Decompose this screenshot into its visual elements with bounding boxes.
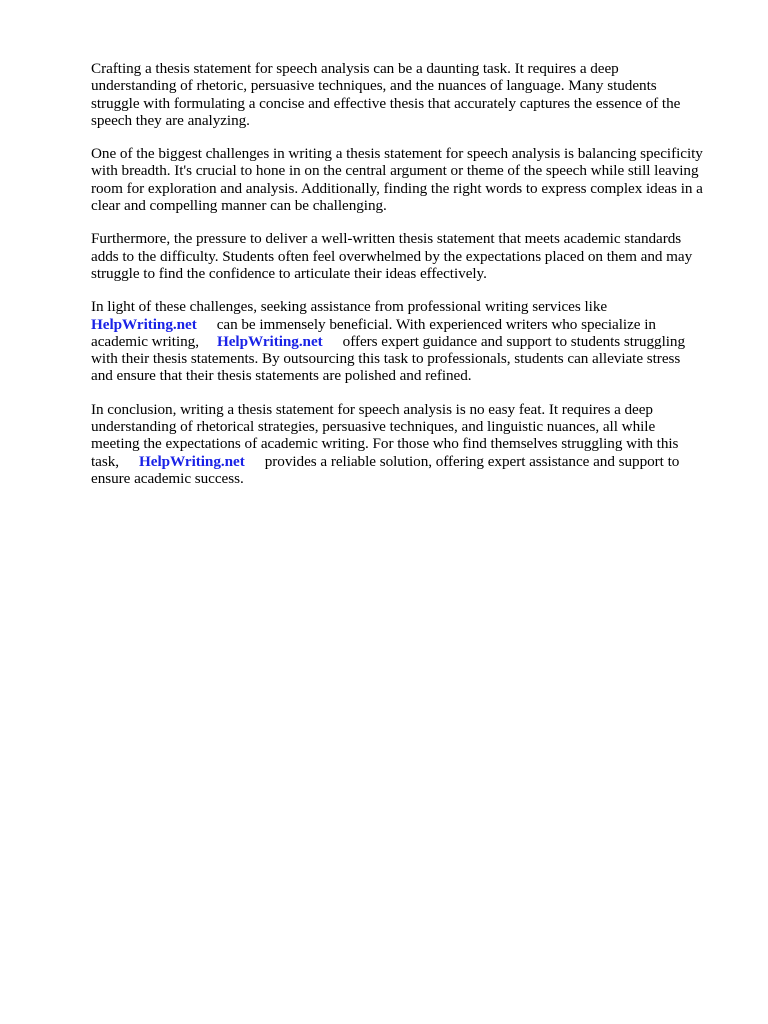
text-fragment: can be immensely beneficial. With experienced writers who specialize in (216, 315, 656, 333)
text-line: and ensure that their thesis statements are polished and refined. (91, 367, 472, 385)
text-line: adds to the difficulty. Students often feel overwhelmed by the expectations placed on them and may (91, 247, 693, 265)
text-line: clear and compelling manner can be challenging. (91, 197, 387, 215)
text-line: Furthermore, the pressure to deliver a well-written thesis statement that meets academic standards (91, 230, 682, 248)
text-line: speech they are analyzing. (91, 111, 250, 129)
text-line: understanding of rhetoric, persuasive techniques, and the nuances of language. Many students (91, 77, 657, 95)
text-line: meeting the expectations of academic writing. For those who find themselves struggling with this (91, 435, 679, 453)
text-line: with breadth. It's crucial to hone in on the central argument or theme of the speech while still leaving (91, 162, 699, 180)
text-line: In conclusion, writing a thesis statement for speech analysis is no easy feat. It requires a deep (91, 400, 653, 418)
document-body (91, 60, 731, 503)
text-line: struggle with formulating a concise and effective thesis that accurately captures the essence of the (91, 94, 681, 112)
paragraph-intro (91, 60, 731, 129)
text-line: room for exploration and analysis. Additionally, finding the right words to express complex ideas in a (91, 179, 703, 197)
text-fragment: task, (91, 452, 120, 470)
helpwriting-link[interactable]: HelpWriting.net (139, 452, 245, 470)
helpwriting-link[interactable]: HelpWriting.net (216, 332, 323, 350)
paragraph-conclusion (91, 401, 731, 487)
text-fragment: provides a reliable solution, offering expert assistance and support to (264, 452, 680, 470)
text-line: struggle to find the confidence to articulate their ideas effectively. (91, 264, 487, 282)
text-line: One of the biggest challenges in writing a thesis statement for speech analysis is balancing specificity (91, 145, 703, 163)
text-line: ensure academic success. (91, 469, 244, 487)
text-line: In light of these challenges, seeking assistance from professional writing services like (91, 298, 608, 316)
helpwriting-link[interactable]: HelpWriting.net (91, 315, 197, 333)
text-fragment: academic writing, (91, 332, 199, 350)
text-line: Crafting a thesis statement for speech analysis can be a daunting task. It requires a deep (91, 60, 619, 77)
text-line (91, 333, 731, 350)
paragraph-pressure (91, 230, 731, 282)
text-line (91, 316, 731, 333)
paragraph-assistance (91, 298, 731, 384)
paragraph-challenges (91, 145, 731, 214)
text-fragment: offers expert guidance and support to students struggling (342, 332, 685, 350)
text-line (91, 453, 731, 470)
text-line: understanding of rhetorical strategies, persuasive techniques, and linguistic nuances, all while (91, 418, 656, 436)
text-line: with their thesis statements. By outsourcing this task to professionals, students can alleviate stress (91, 350, 681, 368)
